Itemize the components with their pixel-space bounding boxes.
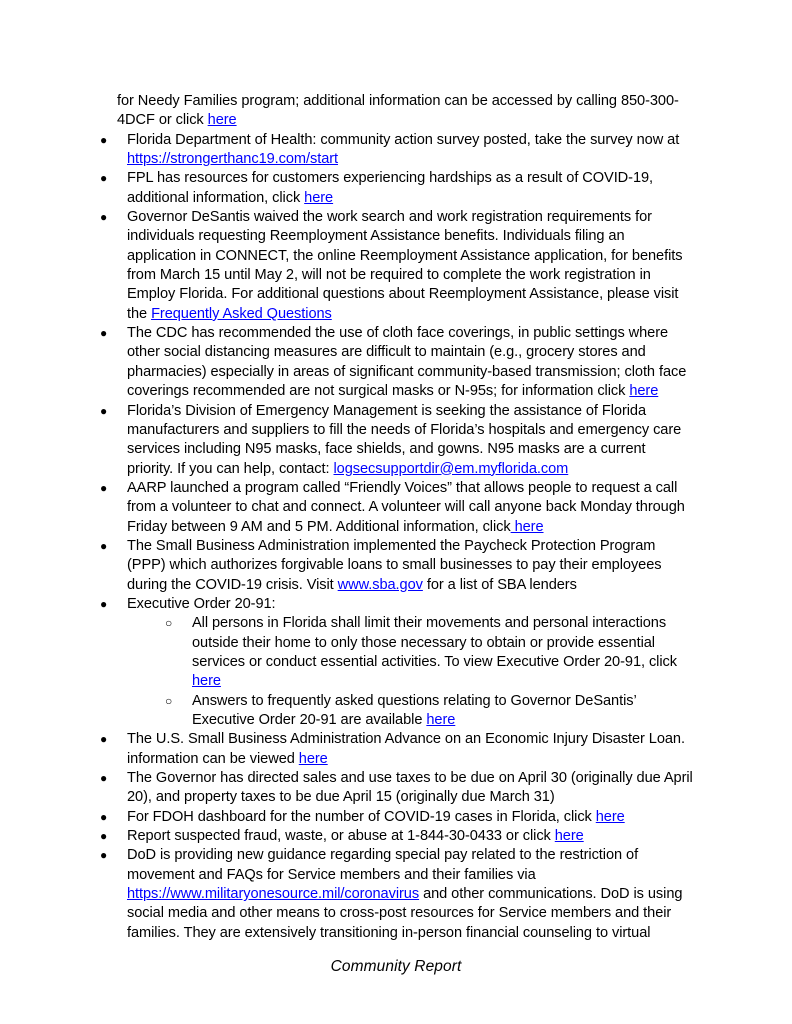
fpl-resources-text-0: FPL has resources for customers experiencing hardships as a result of COVID-19, additional information, click <box>127 170 654 206</box>
list-item-dod-guidance <box>100 846 695 943</box>
list-item-body <box>127 479 695 537</box>
eo-faq-text-0: Answers to frequently asked questions relating to Governor DeSantis’ Executive Order 20-91 are available <box>192 692 637 728</box>
doh-survey-link-1[interactable]: https://strongerthanc19.com/start <box>127 151 339 168</box>
bullet-marker-icon: ● <box>100 326 108 341</box>
sub-list-item-eo-faq <box>165 692 695 731</box>
list-item-cdc-face-coverings <box>100 324 695 401</box>
fpl-resources-link-1[interactable]: here <box>304 189 334 206</box>
sub-list-item-body <box>192 692 695 731</box>
eo-faq-link-1[interactable]: here <box>426 712 456 728</box>
dod-guidance-link-1[interactable]: https://www.militaryonesource.mil/coronavirus <box>127 886 420 903</box>
sba-ppp-text-0: The Small Business Administration implemented the Paycheck Protection Program (PPP) which authorizes forgivable loans to small businesses to pay their employees during the COVID-19 crisis. Visit <box>127 537 662 593</box>
list-item-report-fraud <box>100 827 695 846</box>
sub-list-item-body <box>192 614 695 691</box>
tax-due-dates-text-0: The Governor has directed sales and use taxes to be due on April 30 (originally due April 20), and property taxes to be due April 15 (originally due March 31) <box>127 770 693 806</box>
bullet-marker-icon: ● <box>100 848 108 863</box>
list-item-division-emergency-management <box>100 402 695 479</box>
list-item-body <box>127 595 695 614</box>
eo-limit-movements-text-0: All persons in Florida shall limit their movements and personal interactions outside their home to only those necessary to obtain or provide essential services or conduct essential activities. To view Executive Order 20-91, click <box>192 615 677 670</box>
bullet-marker-icon: ● <box>100 771 108 786</box>
division-emergency-management-link-1[interactable]: logsecsupportdir@em.myflorida.com <box>333 460 569 477</box>
sba-ppp-text-2: for a list of SBA lenders <box>422 576 577 593</box>
cdc-face-coverings-link-1[interactable]: here <box>629 383 659 400</box>
eo-limit-movements-link-1[interactable]: here <box>192 673 221 690</box>
bullet-marker-icon: ● <box>100 538 108 553</box>
list-item-tax-due-dates <box>100 769 695 808</box>
list-item-doh-survey <box>100 131 695 170</box>
dod-guidance-text-2: and other communications. DoD is using social media and other means to cross-post resources for Service members and their families. They are extensively transitioning in-person financial counseling to virtual <box>127 886 683 941</box>
list-item-body <box>127 537 695 595</box>
reemployment-assistance-link-1[interactable]: Frequently Asked Questions <box>151 305 332 322</box>
sub-bullet-marker-icon: ○ <box>165 693 173 708</box>
continuation-paragraph <box>117 92 695 131</box>
bullet-marker-icon: ● <box>100 171 108 186</box>
list-item-body <box>127 808 695 827</box>
list-item-body <box>127 730 695 769</box>
sub-list-executive-order-20-91 <box>165 614 695 730</box>
division-emergency-management-text-0: Florida’s Division of Emergency Management is seeking the assistance of Florida manufacturers and suppliers to fill the needs of Florida’s hospitals and emergency care services including N95 masks, face shields, and gowns. N95 masks are a current priority. If you can help, contact: <box>127 402 682 477</box>
list-item-body <box>127 846 695 943</box>
continuation-here-link[interactable]: here <box>207 112 237 129</box>
continuation-text: for Needy Families program; additional information can be accessed by calling 850-300-4DCF or click <box>117 93 679 129</box>
executive-order-20-91-text-0: Executive Order 20-91: <box>127 595 276 612</box>
list-item-executive-order-20-91 <box>100 595 695 614</box>
list-item-body <box>127 769 695 808</box>
doh-survey-text-0: Florida Department of Health: community action survey posted, take the survey now at <box>127 131 680 148</box>
dod-guidance-text-0: DoD is providing new guidance regarding special pay related to the restriction of movement and FAQs for Service members and their families via <box>127 847 639 883</box>
fdoh-dashboard-link-1[interactable]: here <box>595 808 625 825</box>
sub-list-item-eo-limit-movements <box>165 614 695 691</box>
aarp-friendly-voices-link-1[interactable]: here <box>510 518 544 535</box>
bullet-marker-icon: ● <box>100 403 108 418</box>
footer-label: Community Report <box>330 958 462 975</box>
bullet-marker-icon: ● <box>100 132 108 147</box>
list-item-body <box>127 827 695 846</box>
sub-bullet-marker-icon: ○ <box>165 616 173 631</box>
list-item-body <box>127 402 695 479</box>
reemployment-assistance-text-0: Governor DeSantis waived the work search and work registration requirements for individuals requesting Reemployment Assistance benefits. Individuals filing an application in CONNECT, the online Reemployment Assistance application, for benefits from March 15 until May 2, will not be required to complete the work registration in Employ Florida. For additional questions about Reemployment Assistance, please visit the <box>127 209 683 322</box>
list-item-sba-eidl-advance <box>100 730 695 769</box>
list-item-body <box>127 131 695 170</box>
list-item-body <box>127 324 695 401</box>
list-item-sba-ppp <box>100 537 695 595</box>
list-item-fpl-resources <box>100 169 695 208</box>
bullet-marker-icon: ● <box>100 596 108 611</box>
report-fraud-text-0: Report suspected fraud, waste, or abuse at 1-844-30-0433 or click <box>127 828 555 845</box>
report-fraud-link-1[interactable]: here <box>554 828 584 845</box>
bullet-marker-icon: ● <box>100 210 108 225</box>
bullet-marker-icon: ● <box>100 480 108 495</box>
list-item-body <box>127 169 695 208</box>
list-item-reemployment-assistance <box>100 208 695 324</box>
bullet-marker-icon: ● <box>100 809 108 824</box>
list-item-aarp-friendly-voices <box>100 479 695 537</box>
sba-eidl-advance-text-0: The U.S. Small Business Administration Advance on an Economic Injury Disaster Loan. information can be viewed <box>127 731 685 767</box>
sba-eidl-advance-link-1[interactable]: here <box>298 750 328 767</box>
list-item-fdoh-dashboard <box>100 808 695 827</box>
sba-ppp-link-1[interactable]: www.sba.gov <box>337 576 423 593</box>
page-footer <box>0 958 792 976</box>
list-item-body <box>127 208 695 324</box>
fdoh-dashboard-text-0: For FDOH dashboard for the number of COVID-19 cases in Florida, click <box>127 808 596 825</box>
aarp-friendly-voices-text-0: AARP launched a program called “Friendly Voices” that allows people to request a call from a volunteer to chat and connect. A volunteer will call anyone back Monday through Friday between 9 AM and 5 PM. Additional information, click <box>127 479 685 535</box>
bullet-marker-icon: ● <box>100 829 108 844</box>
bullet-marker-icon: ● <box>100 732 108 747</box>
bullet-list <box>100 131 695 943</box>
document-body <box>100 92 695 943</box>
cdc-face-coverings-text-0: The CDC has recommended the use of cloth face coverings, in public settings where other social distancing measures are difficult to maintain (e.g., grocery stores and pharmacies) especially in areas of significant community-based transmission; cloth face coverings recommended are not surgical masks or N-95s; for information click <box>127 325 687 400</box>
